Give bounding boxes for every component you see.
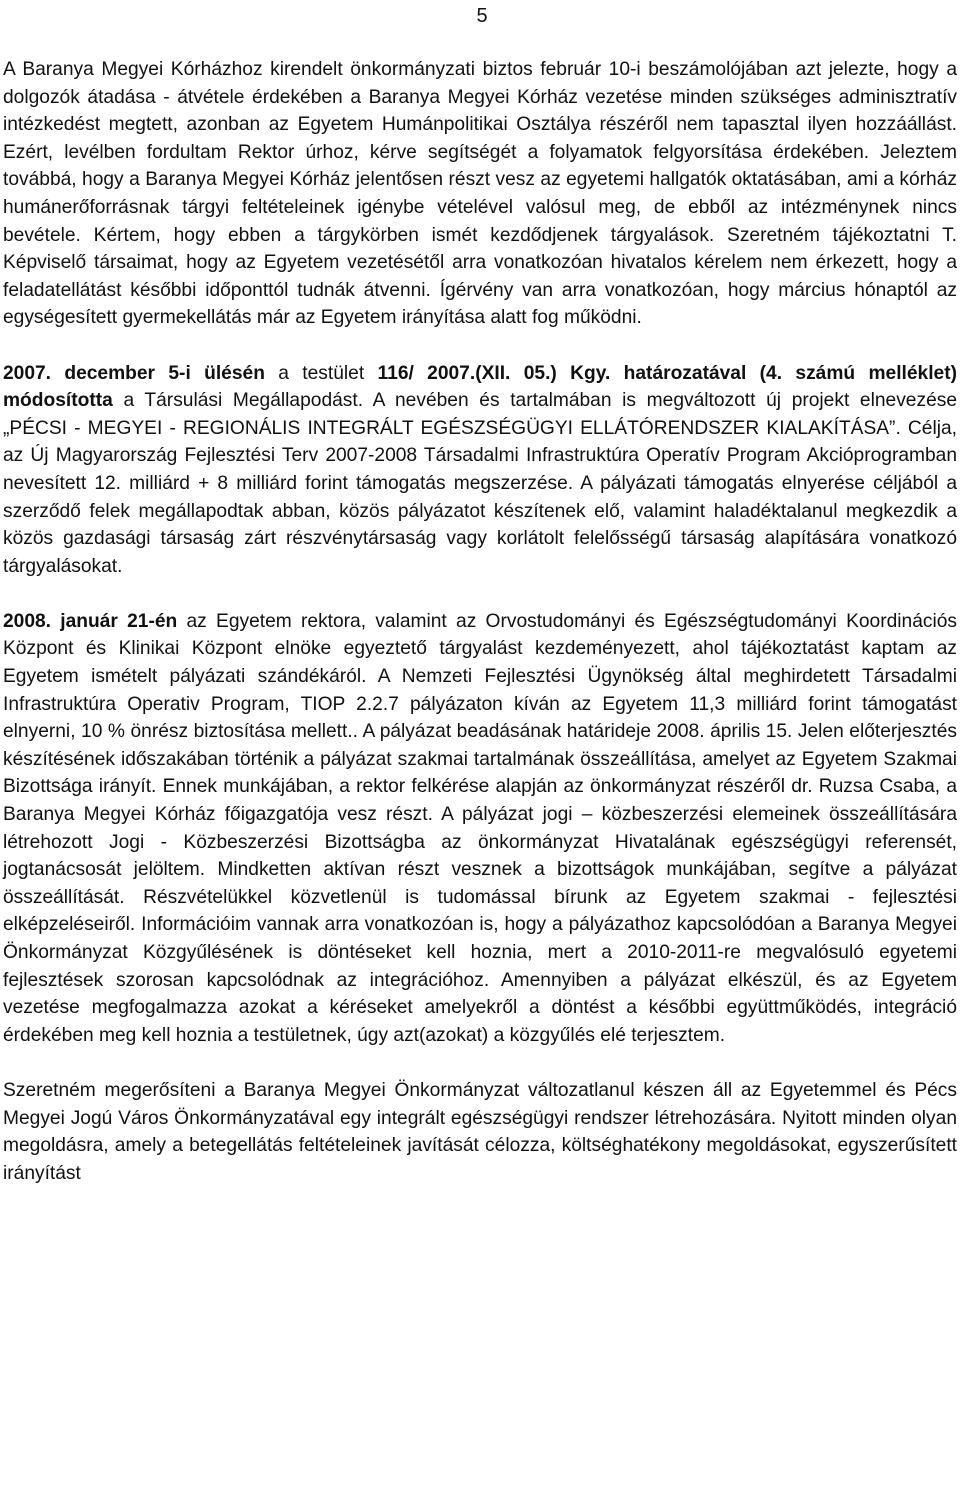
page-number: 5 xyxy=(476,5,488,27)
text-segment: Szeretném megerősíteni a Baranya Megyei Önkormányzat változatlanul készen áll az Egyetemmel és Pécs Megyei Jogú Város Önkormányzatával egy integrált egészségügyi rendszer létrehozására. Nyitott minden olyan megoldásra, amely a betegellátás feltételeinek javítását célozza, költséghatékony megoldásokat, egyszerűsített irányítást xyxy=(3,1079,957,1184)
paragraph-2007-december xyxy=(3,360,957,581)
date-heading-2008-januar: 2008. január 21-én xyxy=(3,610,178,632)
paragraph-kirendelt-biztos xyxy=(3,56,957,332)
date-heading-2007-december: 2007. december 5-i ülésén xyxy=(3,362,265,384)
paragraph-megerositeni xyxy=(3,1077,957,1187)
paragraph-2008-januar xyxy=(3,608,957,1050)
text-segment: az Egyetem rektora, valamint az Orvostudományi és Egészségtudományi Koordinációs Központ és Klinikai Központ elnöke egyeztető tárgyalást kezdeményezett, ahol tájékoztatást kaptam az Egyetem ismételt pályázati szándékáról. A Nemzeti Fejlesztési Ügynökség által meghirdetett Társadalmi Infrastruktúra Operativ Program, TIOP 2.2.7 pályázaton kíván az Egyetem 11,3 milliárd forint támogatást elnyerni, 10 % önrész biztosítása mellett.. A pályázat beadásának határideje 2008. április 15. Jelen előterjesztés készítésének időszakában történik a pályázat szakmai tartalmának összeállítása, amelyet az Egyetem Szakmai Bizottsága irányít. Ennek munkájában, a rektor felkérése alapján az önkormányzat részéről dr. Ruzsa Csaba, a Baranya Megyei Kórház főigazgatója vesz részt. A pályázat jogi – közbeszerzési elemeinek összeállítására létrehozott Jogi - Közbeszerzési Bizottságba az önkormányzat Hivatalának egészségügyi referensét, jogtanácsosát jelöltem. Mindketten aktívan részt vesznek a bizottságok munkájában, segítve a pályázat összeállítását. Részvételükkel közvetlenül is tudomással bírunk az Egyetem szakmai - fejlesztési elképzeléseiről. Információim vannak arra vonatkozóan is, hogy a pályázathoz kapcsolódóan a Baranya Megyei Önkormányzat Közgyűlésének is döntéseket kell hoznia, mert a 2010-2011-re megvalósuló egyetemi fejlesztések szorosan kapcsolódnak az integrációhoz. Amennyiben a pályázat elkészül, és az Egyetem vezetése megfogalmazza azokat a kéréseket amelyekről a döntést a későbbi együttműködés, integráció érdekében meg kell hoznia a testületnek, úgy azt(azokat) a közgyűlés elé terjesztem. xyxy=(3,610,958,1046)
text-segment: a Társulási Megállapodást. A nevében és tartalmában is megváltozott új projekt elnevezése „PÉCSI - MEGYEI - REGIONÁLIS INTEGRÁLT EGÉSZSÉGÜGYI ELLÁTÓRENDSZER KIALAKÍTÁSA”. Célja, az Új Magyarország Fejlesztési Terv 2007-2008 Társadalmi Infrastruktúra Operatív Program Akcióprogramban nevesített 12. milliárd + 8 milliárd forint támogatás megszerzése. A pályázati támogatás elnyerése céljából a szerződő felek megállapodtak abban, közös pályázatot készítenek elő, valamint haladéktalanul megkezdik a közös gazdasági társaság zárt részvénytársaság vagy korlátolt felelősségű társaság alapítására vonatkozó tárgyalásokat. xyxy=(3,390,957,577)
document-body xyxy=(3,56,957,1187)
text-segment: a testület xyxy=(264,362,378,384)
resolution-reference: 116/ 2007.(XII. 05.) Kgy. határozatával (4. számú melléklet) módosította xyxy=(3,362,957,412)
text-segment: A Baranya Megyei Kórházhoz kirendelt önkormányzati biztos február 10-i beszámolójában azt jelezte, hogy a dolgozók átadása - átvétele érdekében a Baranya Megyei Kórház vezetése minden szükséges adminisztratív intézkedést megtett, azonban az Egyetem Humánpolitikai Osztálya részéről nem tapasztal ilyen hozzáállást. Ezért, levélben fordultam Rektor úrhoz, kérve segítségét a folyamatok felgyorsítása érdekében. Jeleztem továbbá, hogy a Baranya Megyei Kórház jelentősen részt vesz az egyetemi hallgatók oktatásában, ami a kórház humánerőforrásnak tárgyi feltételeinek igénybe vételével valósul meg, de ebből az intézménynek nincs bevétele. Kértem, hogy ebben a tárgykörben ismét kezdődjenek tárgyalások. Szeretném tájékoztatni T. Képviselő társaimat, hogy az Egyetem vezetésétől arra vonatkozóan hivatalos kérelem nem érkezett, hogy a feladatellátást későbbi időponttól tudnák átvenni. Ígérvény van arra vonatkozóan, hogy március hónaptól az egységesített gyermekellátás már az Egyetem irányítása alatt fog működni. xyxy=(3,59,957,329)
